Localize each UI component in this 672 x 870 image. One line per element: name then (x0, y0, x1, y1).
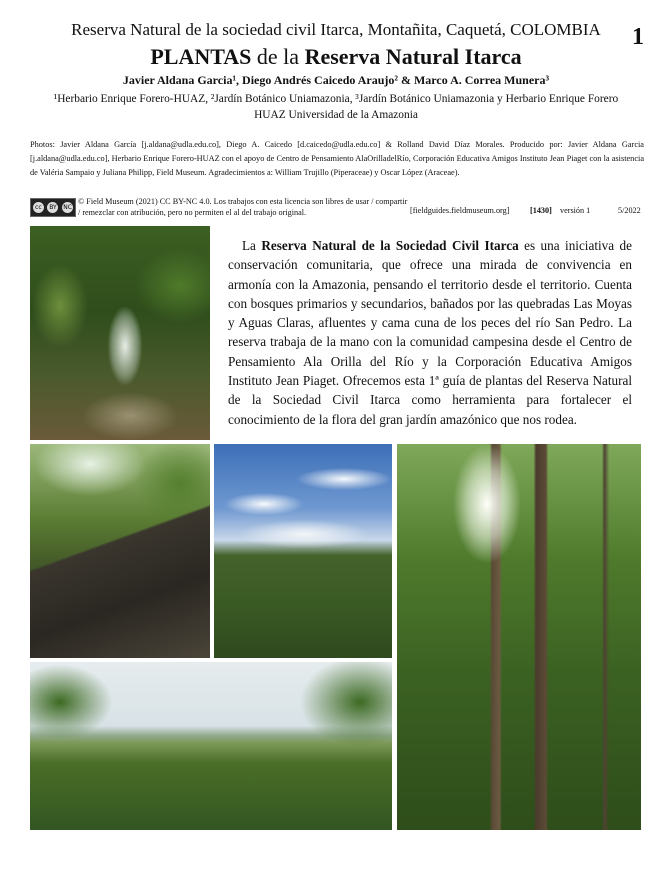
by-logo-icon: BY (49, 204, 57, 211)
document-header-title: Reserva Natural de la sociedad civil Itarca, Montañita, Caquetá, COLOMBIA (71, 20, 601, 39)
affiliations-line-1: ¹Herbario Enrique Forero-HUAZ, ²Jardín Botánico Uniamazonia, ³Jardín Botánico Uniamazonia y Herbario Enrique Forero (53, 93, 619, 105)
main-title-plantas: PLANTAS (150, 44, 252, 69)
intro-reserve-name: Reserva Natural de la Sociedad Civil Itarca (261, 238, 519, 253)
rock-cliff-photo (30, 444, 210, 658)
photo-credits: Photos: Javier Aldana García [j.aldana@udla.edu.co], Diego A. Caicedo [d.caicedo@udla.edu.co] & Rolland David Díaz Morales. Producido por: Javier Aldana Garcia [j.aldana@udla.edu.co], Herbario Enrique Forero-HUAZ con el apoyo de Centro de Pensamiento AlaOrilladelRío, Corporación Educativa Amigos Instituto Jean Piaget con la asistencia de Valéria Sampaio y Juliana Philipp, Field Museum. Agradecimientos a: William Trujillo (Piperaceae) y Oscar López (Araceae). (30, 140, 644, 177)
cc-license-icon (30, 198, 76, 217)
license-text: © Field Museum (2021) CC BY-NC 4.0. Los trabajos con esta licencia son libres de usar / compartir / remezclar con atribución, pero no permiten el al del trabajo original. (78, 197, 408, 217)
affiliations-line-2: HUAZ Universidad de la Amazonia (254, 109, 418, 121)
sky-forest-photo (214, 444, 392, 658)
guide-date: 5/2022 (618, 206, 641, 215)
waterfall-photo (30, 226, 210, 440)
intro-body: es una iniciativa de conservación comunitaria, que ofrece una mirada de convivencia en armonía con la Amazonia, pensando el territorio desde el territorio. Cuenta con bosques primarios y secundarios, bañados por las quebradas Las Moyas y Aguas Claras, afluentes y cama cuna de los peces del río San Pedro. La reserva trabaja de la mano con la comunidad campesina desde el Centro de Pensamiento Ala Orilla del Río y la Corporación Educativa Amigos Instituto Jean Piaget. Ofrecemos esta 1ª guía de plantas del Reserva Natural de la Sociedad Civil Itarca como herramienta para fortalecer el conocimiento de la flora del gran jardín amazónico que nos rodea. (228, 238, 632, 427)
cc-logo-icon: cc (33, 202, 44, 213)
license-block (30, 196, 644, 220)
main-title-reserve: Reserva Natural Itarca (304, 44, 522, 69)
intro-lead: La (242, 238, 262, 253)
guide-number: [1430] (530, 206, 552, 215)
nc-logo-icon: NC (63, 204, 72, 211)
page-number: 1 (632, 24, 644, 50)
main-title (0, 44, 672, 70)
guide-version: versión 1 (560, 206, 591, 215)
authors: Javier Aldana Garcia¹, Diego Andrés Caicedo Araujo² & Marco A. Correa Munera³ (122, 73, 550, 87)
fieldguides-link[interactable]: [fieldguides.fieldmuseum.org] (410, 206, 510, 215)
forest-interior-photo (397, 444, 641, 830)
intro-paragraph (228, 236, 632, 429)
main-title-connector: de la (251, 44, 305, 69)
valley-view-photo (30, 662, 392, 830)
